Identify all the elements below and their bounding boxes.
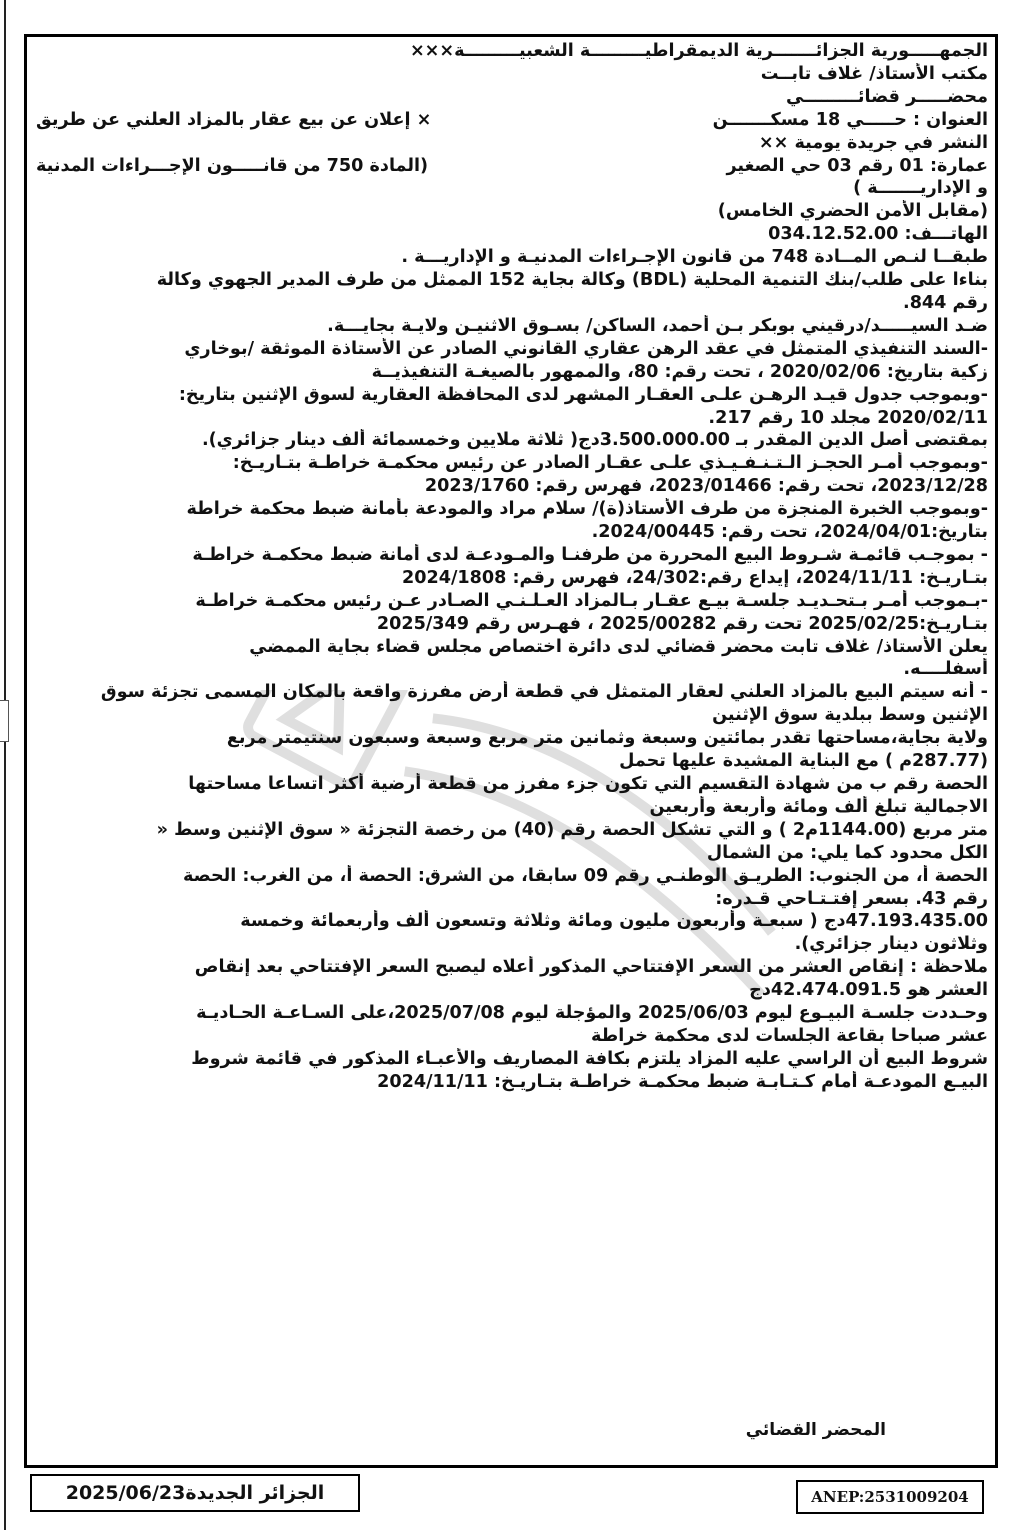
address-line3: (مقابل الأمن الحضري الخامس) (717, 201, 988, 222)
body-line: ملاحظة : إنقاص العشر من السعر الإفتتاحي المذكور أعلاه ليصبح السعر الإفتتاحي بعد إنقاص (194, 957, 988, 978)
body-line: الكل محدود كما يلي: من الشمال (706, 842, 988, 863)
address-label: العنوان : حـــــي 18 مسكـــــــن (712, 109, 988, 130)
notice-content (36, 40, 988, 1094)
body-line: بمقتضى أصل الدين المقدر بـ 3.500.000.00دج( ثلاثة ملايين وخمسمائة ألف دينار جزائري). (201, 430, 988, 451)
body-line: العشر هو 42.474.091.5دج (749, 980, 988, 1001)
notice-body (36, 246, 988, 1094)
header-office: مكتب الأستاذ/ غلاف تابــت (760, 63, 988, 84)
law-article: (المادة 750 من قانـــــون الإجـــراءات المدنية (36, 155, 429, 176)
body-line: 2020/02/11 مجلد 10 رقم 217. (708, 407, 988, 428)
body-line: متر مربع (1144.00م2 ) و التي تشكل الحصة رقم (40) من رخصة التجزئة « سوق الإثنين وسط « (156, 819, 988, 840)
body-line: -بـموجب أمـر بـتحـديـد جلسـة بيـع عقـار بـالمزاد العـلـنـي الصـادر عـن رئيس محكمـة خراطـة (195, 590, 988, 611)
law-article-cont: و الإداريـــــــة ) (853, 178, 988, 199)
body-line: -وبموجب أمـر الحجـز الـتـنـفـيـذي علـى عقـار الصادر عن رئيس محكمـة خراطـة بتـاريـخ: (232, 453, 988, 474)
body-line: - أنه سيتم البيع بالمزاد العلني لعقار المتمثل في قطعة أرض مفرزة واقعة بالمكان المسمى تجزئة سوق (100, 682, 988, 703)
body-line: 2023/12/28، تحت رقم: 2023/01466، فهرس رقم: 2023/1760 (424, 476, 988, 497)
announcement-title: × إعلان عن بيع عقار بالمزاد العلني عن طريق (36, 109, 432, 130)
anep-box: ANEP:2531009204 (796, 1480, 984, 1514)
body-line: -السند التنفيذي المتمثل في عقد الرهن عقاري القانوني الصادر عن الأستاذة الموثقة /بوخاري (184, 338, 988, 359)
body-line: -وبموجب جدول قيـد الرهـن علـى العقـار المشهر لدى المحافظة العقارية لسوق الإثنين بتاريخ: (178, 384, 988, 405)
body-line: البيـع المودعـة أمام كـتـابـة ضبط محكمـة خراطـة بتـاريـخ: 2024/11/11 (377, 1071, 988, 1092)
body-line: - بموجـب قائمـة شـروط البيع المحررة من طرفنـا والمـودعـة لدى أمانة ضبط محكمـة خراطـة (192, 544, 988, 565)
signature: المحضر القضائي (745, 1420, 886, 1440)
page-edge-tab (0, 700, 9, 742)
body-line: أسفلــــه. (903, 659, 988, 680)
body-line: بتـاريـخ: 2024/11/11، إيداع رقم:24/302، فهرس رقم: 2024/1808 (402, 567, 988, 588)
header-bailiff: محضـــــر قضائـــــــــي (785, 86, 988, 107)
body-line: الحصة رقم ب من شهادة التقسيم التي تكون جزء مفرز من قطعة أرضية أكثر اتساعا مساحتها (188, 774, 988, 794)
body-line: بتاريخ:2024/04/01، تحت رقم: 2024/00445. (591, 522, 988, 543)
newspaper-box: الجزائر الجديدة2025/06/23 (30, 1474, 360, 1512)
body-line: رقم 43. بسعر إفتـتـاحي قـدره: (715, 888, 988, 909)
body-line: وحـددت جلسـة البيـوع ليوم 2025/06/03 والمؤجلة ليوم 2025/07/08،على السـاعـة الحـاديـة (196, 1003, 988, 1024)
body-line: 47.193.435.00دج ( سبعـة وأربعون مليون ومائة وثلاثة وتسعون ألف وأربعمائة وخمسة (240, 911, 988, 932)
body-line: الحصة أ، من الجنوب: الطريـق الوطنـي رقم 09 سابقا، من الشرق: الحصة أ، من الغرب: الحصة (182, 865, 988, 886)
header-republic: الجمهـــــورية الجزائـــــــرية الديمقراطيـــــــــة الشعبيـــــــــة××× (409, 41, 988, 61)
body-line: شروط البيع أن الراسي عليه المزاد يلتزم بكافة المصاريف والأعبـاء المذكور في قائمة شروط (191, 1048, 988, 1069)
body-line: الإثنين وسط ببلدية سوق الإثنين (712, 705, 988, 726)
phone-number: الهاتـــف: 034.12.52.00 (768, 224, 988, 245)
address-law-row (36, 155, 988, 178)
body-line: زكية بتاريخ: 2020/02/06 ، تحت رقم: 80، والممهور بالصيغـة التنفيذيــة (371, 361, 988, 382)
body-line: عشر صباحا بقاعة الجلسات لدى محكمة خراطة (590, 1025, 988, 1046)
body-line: طبقــا لنـص المــادة 748 من قانون الإجـراءات المدنيـة و الإداريـــة . (401, 247, 988, 268)
announcement-title-cont: النشر في جريدة يومية ×× (758, 132, 988, 153)
address-title-row (36, 109, 988, 132)
address-line2: عمارة: 01 رقم 03 حي الصغير (726, 155, 988, 176)
body-line: بتـاريـخ:2025/02/25 تحت رقم 2025/00282 ، فهـرس رقم 2025/349 (376, 613, 988, 634)
body-line: يعلن الأستاذ/ غلاف تابت محضر قضائي لدى دائرة اختصاص مجلس قضاء بجاية الممضي (249, 636, 988, 657)
body-line: ولاية بجاية،مساحتها تقدر بمائتين وسبعة وثمانين متر مربع وسبعة وسبعون سنتيمتر مربع (226, 728, 988, 749)
body-line: بناءا على طلب/بنك التنمية المحلية (BDL) وكالة بجاية 152 الممثل من طرف المدير الجهوي وكالة (156, 270, 988, 291)
body-line: وثلاثون دينار جزائري). (794, 934, 988, 955)
body-line: ضـد السيـــــد/درقيني بوبكر بـن أحمد، الساكن/ بسـوق الاثنيـن ولايـة بجايـــة. (327, 315, 988, 336)
body-line: الاجمالية تبلغ ألف ومائة وأربعة وأربعين (649, 796, 988, 817)
body-line: (287.77م ) مع البناية المشيدة عليها تحمل (619, 751, 988, 772)
body-line: رقم 844. (903, 292, 988, 313)
page-edge-rule (4, 0, 6, 1530)
body-line: -وبموجب الخبرة المنجزة من طرف الأستاذ(ة)/ سلام مراد والمودعة بأمانة ضبط محكمة خراطة (186, 499, 988, 520)
